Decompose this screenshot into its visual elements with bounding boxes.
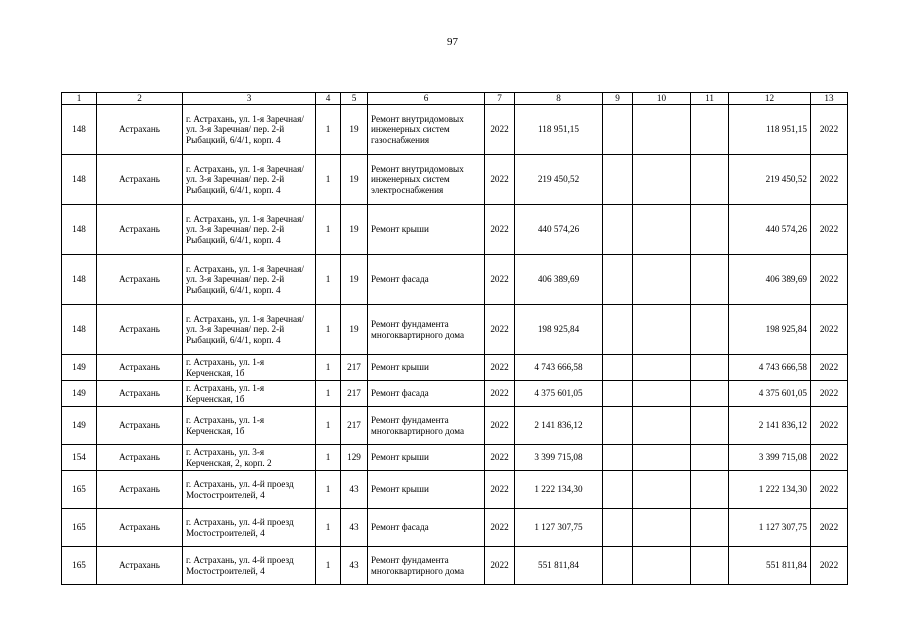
column-header: 7 (485, 93, 515, 105)
end-year-cell: 2022 (811, 471, 848, 509)
column-header: 2 (97, 93, 183, 105)
work-type-cell: Ремонт внутридомовых инженерных систем газоснабжения (368, 105, 485, 155)
col10-cell (633, 547, 691, 585)
year-cell: 2022 (485, 471, 515, 509)
col11-cell (691, 155, 729, 205)
total-cost-cell: 198 925,84 (729, 305, 811, 355)
col10-cell (633, 305, 691, 355)
col10-cell (633, 471, 691, 509)
row-number-cell: 165 (62, 471, 97, 509)
col9-cell (603, 471, 633, 509)
cost-cell: 406 389,69 (515, 255, 603, 305)
row-number-cell: 149 (62, 407, 97, 445)
work-type-cell: Ремонт фундамента многоквартирного дома (368, 305, 485, 355)
address-cell: г. Астрахань, ул. 1-я Заречная/ ул. 3-я Заречная/ пер. 2-й Рыбацкий, 6/4/1, корп. 4 (183, 305, 316, 355)
col5-cell: 19 (341, 255, 368, 305)
row-number-cell: 148 (62, 205, 97, 255)
table-row (62, 355, 848, 381)
end-year-cell: 2022 (811, 155, 848, 205)
year-cell: 2022 (485, 105, 515, 155)
column-header: 13 (811, 93, 848, 105)
work-type-cell: Ремонт крыши (368, 471, 485, 509)
year-cell: 2022 (485, 355, 515, 381)
table-row (62, 205, 848, 255)
year-cell: 2022 (485, 305, 515, 355)
data-table (61, 92, 848, 585)
col5-cell: 19 (341, 305, 368, 355)
total-cost-cell: 551 811,84 (729, 547, 811, 585)
city-cell: Астрахань (97, 407, 183, 445)
column-header: 1 (62, 93, 97, 105)
col5-cell: 217 (341, 355, 368, 381)
cost-cell: 2 141 836,12 (515, 407, 603, 445)
city-cell: Астрахань (97, 205, 183, 255)
work-type-cell: Ремонт крыши (368, 445, 485, 471)
column-header: 8 (515, 93, 603, 105)
col11-cell (691, 305, 729, 355)
col11-cell (691, 445, 729, 471)
col4-cell: 1 (316, 205, 341, 255)
col5-cell: 129 (341, 445, 368, 471)
column-header: 3 (183, 93, 316, 105)
col4-cell: 1 (316, 155, 341, 205)
total-cost-cell: 4 375 601,05 (729, 381, 811, 407)
end-year-cell: 2022 (811, 305, 848, 355)
total-cost-cell: 440 574,26 (729, 205, 811, 255)
page-number: 97 (447, 36, 458, 48)
cost-cell: 3 399 715,08 (515, 445, 603, 471)
cost-cell: 4 375 601,05 (515, 381, 603, 407)
year-cell: 2022 (485, 407, 515, 445)
work-type-cell: Ремонт внутридомовых инженерных систем электроснабжения (368, 155, 485, 205)
col4-cell: 1 (316, 105, 341, 155)
address-cell: г. Астрахань, ул. 4-й проезд Мостостроителей, 4 (183, 471, 316, 509)
col9-cell (603, 355, 633, 381)
total-cost-cell: 219 450,52 (729, 155, 811, 205)
col4-cell: 1 (316, 305, 341, 355)
year-cell: 2022 (485, 509, 515, 547)
col4-cell: 1 (316, 547, 341, 585)
work-type-cell: Ремонт фасада (368, 509, 485, 547)
work-type-cell: Ремонт крыши (368, 205, 485, 255)
col11-cell (691, 355, 729, 381)
end-year-cell: 2022 (811, 407, 848, 445)
address-cell: г. Астрахань, ул. 1-я Заречная/ ул. 3-я Заречная/ пер. 2-й Рыбацкий, 6/4/1, корп. 4 (183, 205, 316, 255)
total-cost-cell: 406 389,69 (729, 255, 811, 305)
cost-cell: 551 811,84 (515, 547, 603, 585)
col5-cell: 43 (341, 509, 368, 547)
cost-cell: 1 127 307,75 (515, 509, 603, 547)
col10-cell (633, 509, 691, 547)
work-type-cell: Ремонт фундамента многоквартирного дома (368, 547, 485, 585)
col10-cell (633, 205, 691, 255)
year-cell: 2022 (485, 547, 515, 585)
address-cell: г. Астрахань, ул. 1-я Заречная/ ул. 3-я Заречная/ пер. 2-й Рыбацкий, 6/4/1, корп. 4 (183, 105, 316, 155)
city-cell: Астрахань (97, 509, 183, 547)
col10-cell (633, 355, 691, 381)
col5-cell: 19 (341, 105, 368, 155)
row-number-cell: 149 (62, 381, 97, 407)
work-type-cell: Ремонт фундамента многоквартирного дома (368, 407, 485, 445)
column-header: 9 (603, 93, 633, 105)
col4-cell: 1 (316, 509, 341, 547)
city-cell: Астрахань (97, 471, 183, 509)
table-row (62, 407, 848, 445)
col11-cell (691, 381, 729, 407)
col5-cell: 217 (341, 381, 368, 407)
col11-cell (691, 547, 729, 585)
city-cell: Астрахань (97, 355, 183, 381)
col10-cell (633, 255, 691, 305)
row-number-cell: 148 (62, 155, 97, 205)
end-year-cell: 2022 (811, 255, 848, 305)
table-row (62, 381, 848, 407)
city-cell: Астрахань (97, 255, 183, 305)
col9-cell (603, 255, 633, 305)
address-cell: г. Астрахань, ул. 4-й проезд Мостостроителей, 4 (183, 509, 316, 547)
col11-cell (691, 255, 729, 305)
cost-cell: 198 925,84 (515, 305, 603, 355)
col10-cell (633, 155, 691, 205)
column-header: 6 (368, 93, 485, 105)
column-header: 10 (633, 93, 691, 105)
total-cost-cell: 118 951,15 (729, 105, 811, 155)
col5-cell: 43 (341, 471, 368, 509)
address-cell: г. Астрахань, ул. 1-я Заречная/ ул. 3-я Заречная/ пер. 2-й Рыбацкий, 6/4/1, корп. 4 (183, 155, 316, 205)
total-cost-cell: 4 743 666,58 (729, 355, 811, 381)
end-year-cell: 2022 (811, 381, 848, 407)
address-cell: г. Астрахань, ул. 1-я Керченская, 1б (183, 355, 316, 381)
total-cost-cell: 1 222 134,30 (729, 471, 811, 509)
table-row (62, 105, 848, 155)
end-year-cell: 2022 (811, 205, 848, 255)
row-number-cell: 149 (62, 355, 97, 381)
table-row (62, 471, 848, 509)
address-cell: г. Астрахань, ул. 1-я Заречная/ ул. 3-я Заречная/ пер. 2-й Рыбацкий, 6/4/1, корп. 4 (183, 255, 316, 305)
address-cell: г. Астрахань, ул. 1-я Керченская, 1б (183, 381, 316, 407)
address-cell: г. Астрахань, ул. 1-я Керченская, 1б (183, 407, 316, 445)
total-cost-cell: 1 127 307,75 (729, 509, 811, 547)
city-cell: Астрахань (97, 381, 183, 407)
address-cell: г. Астрахань, ул. 4-й проезд Мостостроителей, 4 (183, 547, 316, 585)
work-type-cell: Ремонт фасада (368, 381, 485, 407)
year-cell: 2022 (485, 155, 515, 205)
row-number-cell: 165 (62, 509, 97, 547)
end-year-cell: 2022 (811, 509, 848, 547)
year-cell: 2022 (485, 255, 515, 305)
total-cost-cell: 2 141 836,12 (729, 407, 811, 445)
cost-cell: 4 743 666,58 (515, 355, 603, 381)
city-cell: Астрахань (97, 445, 183, 471)
col11-cell (691, 471, 729, 509)
col11-cell (691, 105, 729, 155)
col9-cell (603, 509, 633, 547)
col4-cell: 1 (316, 381, 341, 407)
city-cell: Астрахань (97, 305, 183, 355)
end-year-cell: 2022 (811, 547, 848, 585)
row-number-cell: 148 (62, 255, 97, 305)
col10-cell (633, 105, 691, 155)
address-cell: г. Астрахань, ул. 3-я Керченская, 2, корп. 2 (183, 445, 316, 471)
col11-cell (691, 205, 729, 255)
year-cell: 2022 (485, 205, 515, 255)
col10-cell (633, 407, 691, 445)
table-row (62, 155, 848, 205)
column-header: 4 (316, 93, 341, 105)
col9-cell (603, 105, 633, 155)
city-cell: Астрахань (97, 547, 183, 585)
cost-cell: 1 222 134,30 (515, 471, 603, 509)
city-cell: Астрахань (97, 105, 183, 155)
column-header: 12 (729, 93, 811, 105)
column-header: 11 (691, 93, 729, 105)
row-number-cell: 148 (62, 305, 97, 355)
year-cell: 2022 (485, 381, 515, 407)
col9-cell (603, 407, 633, 445)
table-row (62, 509, 848, 547)
col10-cell (633, 381, 691, 407)
end-year-cell: 2022 (811, 445, 848, 471)
col5-cell: 43 (341, 547, 368, 585)
col5-cell: 19 (341, 155, 368, 205)
col9-cell (603, 547, 633, 585)
col11-cell (691, 509, 729, 547)
col5-cell: 19 (341, 205, 368, 255)
col9-cell (603, 381, 633, 407)
col5-cell: 217 (341, 407, 368, 445)
table-body (62, 93, 848, 585)
city-cell: Астрахань (97, 155, 183, 205)
table-row (62, 305, 848, 355)
col11-cell (691, 407, 729, 445)
table-row (62, 445, 848, 471)
total-cost-cell: 3 399 715,08 (729, 445, 811, 471)
col9-cell (603, 445, 633, 471)
end-year-cell: 2022 (811, 105, 848, 155)
column-header: 5 (341, 93, 368, 105)
row-number-cell: 165 (62, 547, 97, 585)
col4-cell: 1 (316, 445, 341, 471)
table-row (62, 255, 848, 305)
year-cell: 2022 (485, 445, 515, 471)
col4-cell: 1 (316, 355, 341, 381)
col4-cell: 1 (316, 255, 341, 305)
col4-cell: 1 (316, 471, 341, 509)
col4-cell: 1 (316, 407, 341, 445)
row-number-cell: 154 (62, 445, 97, 471)
col10-cell (633, 445, 691, 471)
row-number-cell: 148 (62, 105, 97, 155)
col9-cell (603, 155, 633, 205)
end-year-cell: 2022 (811, 355, 848, 381)
header-row (62, 93, 848, 105)
table-row (62, 547, 848, 585)
work-type-cell: Ремонт фасада (368, 255, 485, 305)
col9-cell (603, 205, 633, 255)
col9-cell (603, 305, 633, 355)
cost-cell: 440 574,26 (515, 205, 603, 255)
cost-cell: 219 450,52 (515, 155, 603, 205)
work-type-cell: Ремонт крыши (368, 355, 485, 381)
cost-cell: 118 951,15 (515, 105, 603, 155)
